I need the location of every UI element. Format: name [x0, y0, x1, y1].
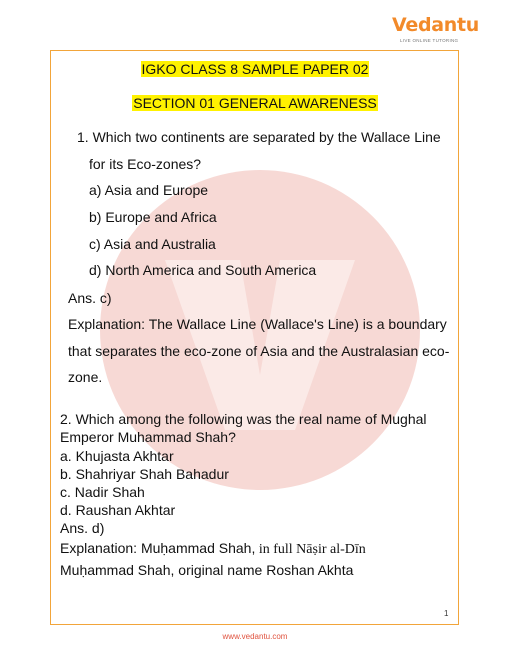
footer-url[interactable]: www.vedantu.com — [222, 632, 288, 641]
question-2-option-a: a. Khujasta Akhtar — [60, 448, 174, 464]
page-number: 1 — [444, 609, 449, 618]
question-2-explanation-line1: Explanation: Muḥammad Shah, in full Nāṣir al-Dīn — [60, 540, 366, 557]
question-2-option-b: b. Shahriyar Shah Bahadur — [60, 466, 229, 482]
question-1-text: 1. Which two continents are separated by the Wallace Line — [77, 129, 441, 145]
vedantu-logo — [392, 14, 480, 48]
paper-title: IGKO CLASS 8 SAMPLE PAPER 02 — [141, 61, 369, 77]
question-1-explanation-line3: zone. — [68, 369, 103, 385]
question-2-text: 2. Which among the following was the real name of Mughal — [60, 411, 427, 427]
question-2-option-d: d. Raushan Akhtar — [60, 502, 176, 518]
question-1-option-c: c) Asia and Australia — [89, 236, 216, 252]
question-1-option-d: d) North America and South America — [89, 262, 317, 278]
logo-wordmark: Vedantu — [392, 14, 480, 36]
question-1-text-cont: for its Eco-zones? — [89, 156, 202, 172]
question-1-option-a: a) Asia and Europe — [89, 182, 209, 198]
question-1-explanation-line2: that separates the eco-zone of Asia and the Australasian eco- — [68, 343, 450, 359]
question-2-answer: Ans. d) — [60, 520, 105, 536]
question-2-text-cont: Emperor Muhammad Shah? — [60, 429, 236, 445]
question-2-option-c: c. Nadir Shah — [60, 484, 145, 500]
logo-tagline: LIVE ONLINE TUTORING — [400, 38, 459, 43]
section-heading: SECTION 01 GENERAL AWARENESS — [133, 95, 377, 111]
question-1-option-b: b) Europe and Africa — [89, 209, 217, 225]
question-1-answer: Ans. c) — [68, 290, 112, 306]
question-2-explanation-line2: Muḥammad Shah, original name Roshan Akhta — [60, 562, 354, 578]
question-1-explanation-line1: Explanation: The Wallace Line (Wallace's Line) is a boundary — [68, 316, 447, 332]
